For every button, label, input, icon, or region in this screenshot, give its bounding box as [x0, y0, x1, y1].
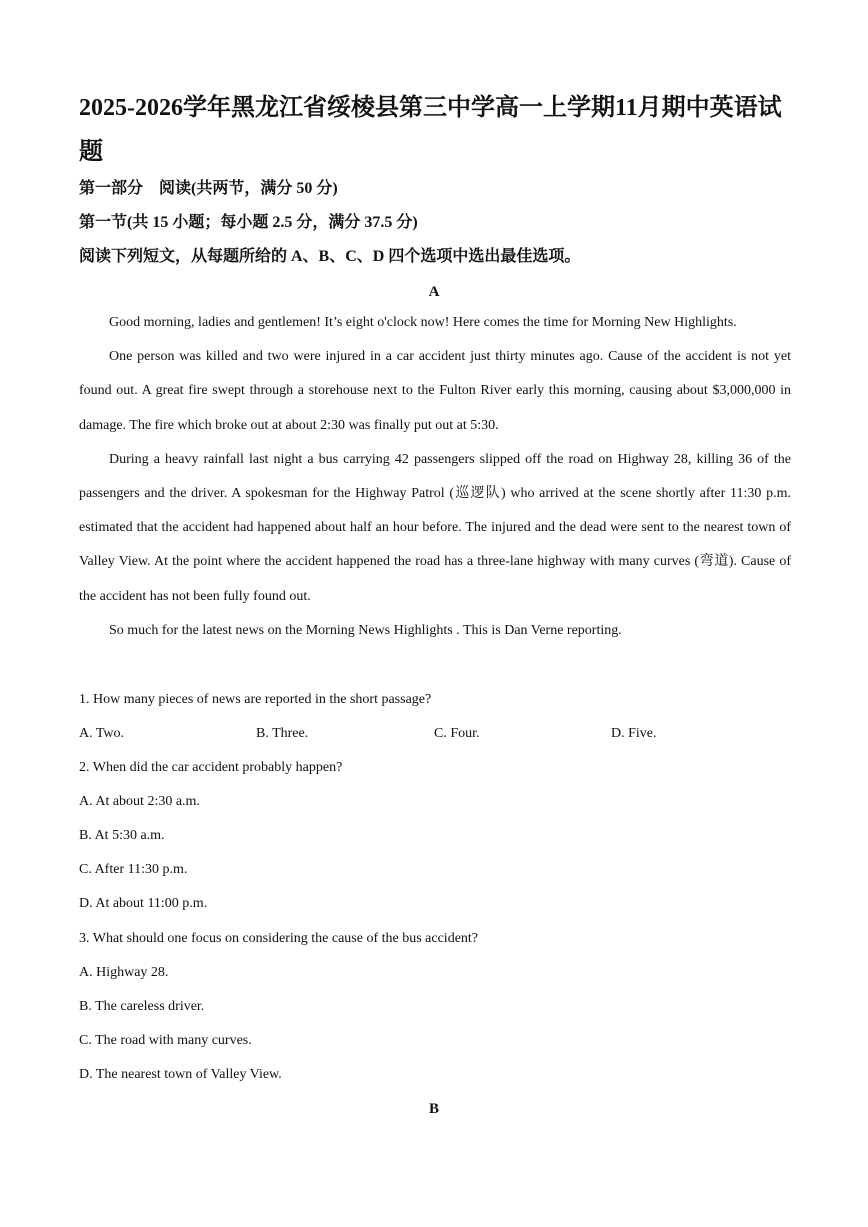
- question-3-option-a: A. Highway 28.: [79, 965, 169, 980]
- question-1-stem: 1. How many pieces of news are reported in the short passage?: [79, 692, 432, 707]
- passage-a: [79, 306, 791, 648]
- question-1-option-d: D. Five.: [611, 726, 657, 741]
- passage-paragraph: So much for the latest news on the Morning News Highlights . This is Dan Verne reporting.: [109, 622, 622, 638]
- question-3-stem: 3. What should one focus on considering the cause of the bus accident?: [79, 931, 479, 946]
- instruction-text: 阅读下列短文，从每题所给的 A、B、C、D 四个选项中选出最佳选项。: [79, 248, 581, 265]
- question-3-option-d: D. The nearest town of Valley View.: [79, 1067, 282, 1082]
- question-2-option-a: A. At about 2:30 a.m.: [79, 794, 200, 809]
- passage-b-label: B: [428, 1101, 439, 1117]
- passage-a-label: A: [428, 284, 440, 300]
- question-2-option-d: D. At about 11:00 p.m.: [79, 896, 208, 911]
- exam-title: 2025-2026学年黑龙江省绥棱县第三中学高一上学期11月期中英语试题: [79, 95, 782, 165]
- question-2-option-b: B. At 5:30 a.m.: [79, 828, 165, 843]
- section-heading: 第一节(共 15 小题；每小题 2.5 分，满分 37.5 分): [79, 214, 418, 231]
- passage-paragraph: During a heavy rainfall last night a bus carrying 42 passengers slipped off the road on Highway 28, killing 36 of the passengers and the driver. A spokesman for the Highway Patrol (巡逻队) who arrived at the scene shortly after 11:30 p.m. estimated that the accident had happened about half an hour before. The injured and the dead were sent to the nearest town of Valley View. At the point where the accident happened the road has a three-lane highway with many curves (弯道). Cause of the accident has not been fully found out.: [79, 451, 791, 604]
- question-1-option-c: C. Four.: [434, 726, 480, 741]
- question-3-option-b: B. The careless driver.: [79, 999, 205, 1014]
- part-heading: 第一部分 阅读(共两节，满分 50 分): [79, 180, 338, 197]
- question-2-stem: 2. When did the car accident probably happen?: [79, 760, 343, 775]
- passage-paragraph: One person was killed and two were injured in a car accident just thirty minutes ago. Cause of the accident is not yet found out. A great fire swept through a storehouse next to the Fulton River early this morning, causing about $3,000,000 in damage. The fire which broke out at about 2:30 was finally put out at 5:30.: [79, 349, 791, 433]
- question-3-option-c: C. The road with many curves.: [79, 1033, 252, 1048]
- question-1-option-b: B. Three.: [256, 726, 309, 741]
- passage-paragraph: Good morning, ladies and gentlemen! It’s eight o'clock now! Here comes the time for Morning New Highlights.: [109, 315, 737, 330]
- question-1-option-a: A. Two.: [79, 726, 125, 741]
- question-2-option-c: C. After 11:30 p.m.: [79, 862, 188, 877]
